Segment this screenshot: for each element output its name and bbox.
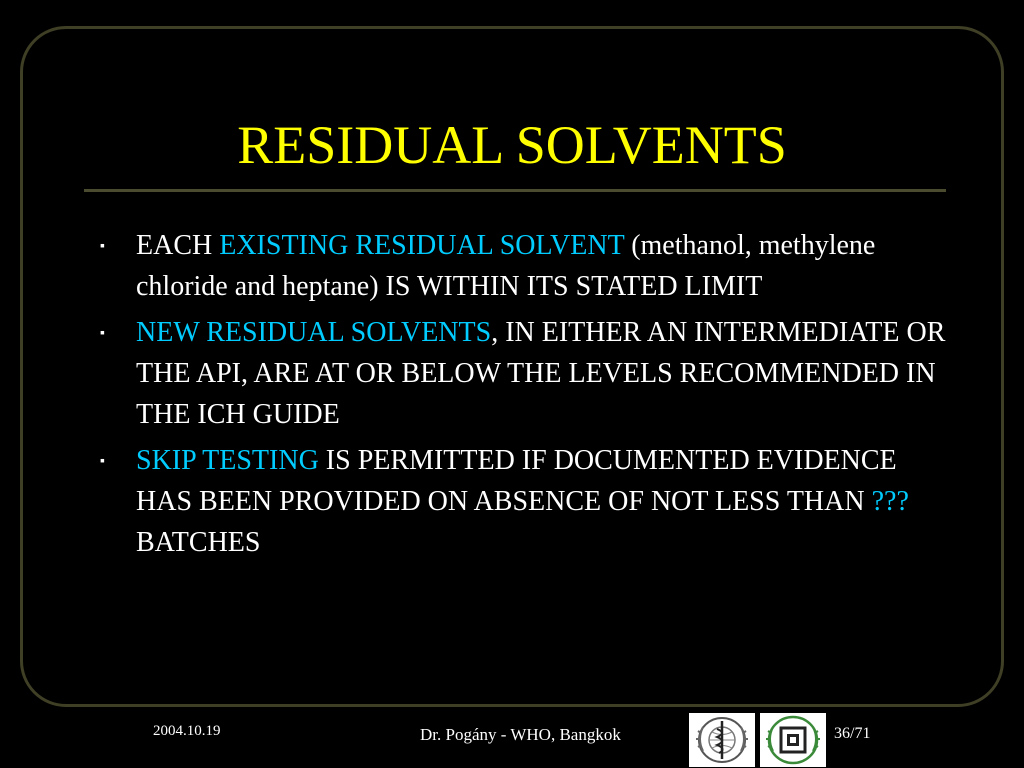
page-number: 36/71	[834, 725, 871, 742]
bullet-highlight-batches: ???	[871, 486, 909, 517]
bullet-text-post: IS PERMITTED IF DOCUMENTED EVIDENCE HAS BEEN PROVIDED ON ABSENCE OF NOT LESS THAN	[136, 445, 897, 517]
footer-author: Dr. Pogány - WHO, Bangkok	[420, 725, 621, 744]
ilo-emblem-icon	[760, 713, 826, 767]
slide-title: RESIDUAL SOLVENTS	[237, 115, 787, 175]
who-emblem-icon	[689, 713, 755, 767]
square-bullet-icon: ▪	[100, 326, 105, 341]
bullet-text-post-2: BATCHES	[136, 527, 261, 558]
bullet-highlight: NEW RESIDUAL SOLVENTS	[136, 317, 492, 348]
bullet-list	[96, 225, 946, 568]
bullet-text-post: , IN EITHER AN INTERMEDIATE OR THE API, ARE AT OR BELOW THE LEVELS RECOMMENDED IN THE ICH GUIDE	[136, 317, 946, 430]
square-bullet-icon: ▪	[100, 454, 105, 469]
bullet-item	[96, 312, 946, 435]
bullet-highlight: EXISTING RESIDUAL SOLVENT	[219, 230, 625, 261]
bullet-text-pre: EACH	[136, 230, 220, 261]
bullet-highlight: SKIP TESTING	[136, 445, 319, 476]
bullet-text-post: (methanol, methylene chloride and heptane) IS WITHIN ITS STATED LIMIT	[136, 230, 876, 302]
footer-date: 2004.10.19	[153, 723, 221, 739]
bullet-item	[96, 440, 946, 563]
title-divider	[84, 189, 946, 192]
square-bullet-icon: ▪	[100, 239, 105, 254]
bullet-item	[96, 225, 946, 307]
